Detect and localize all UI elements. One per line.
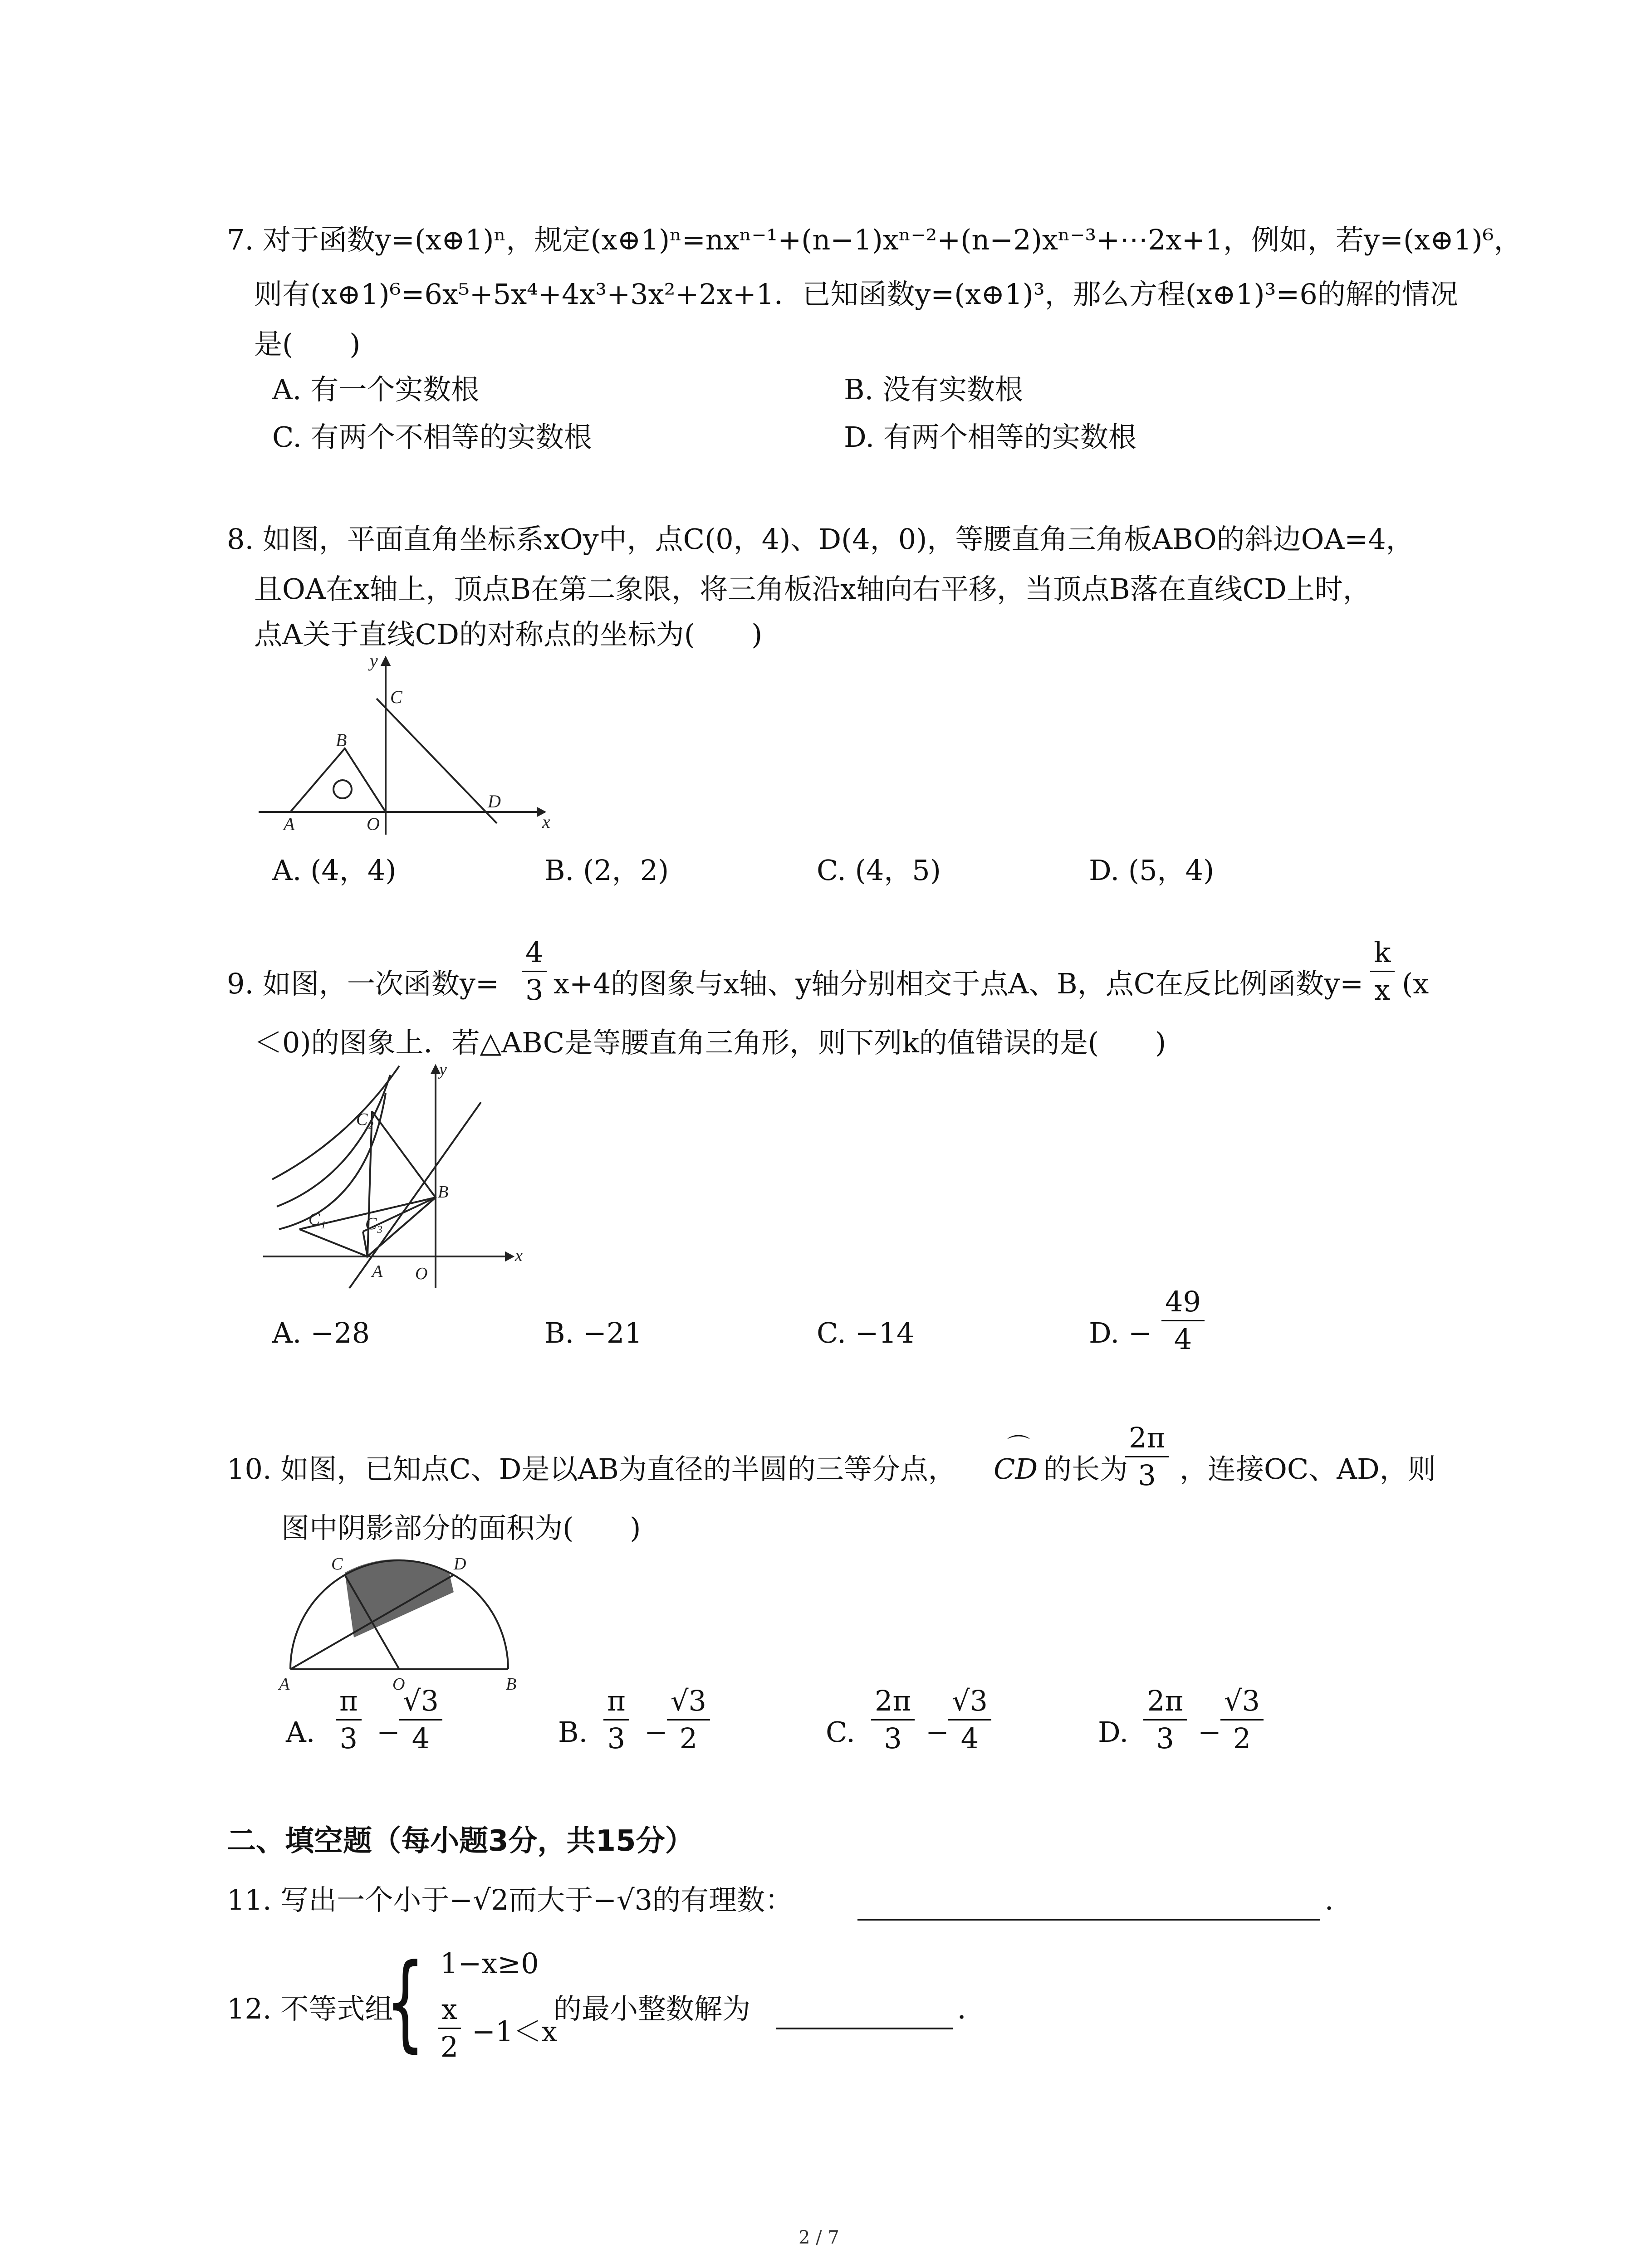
q9-fraction-slope xyxy=(522,934,547,1008)
q9-label-b: B xyxy=(438,1183,449,1202)
q10-option-b-frac1 xyxy=(603,1683,629,1757)
q10-option-d-frac1 xyxy=(1143,1683,1187,1757)
q9-line1c: (x xyxy=(1402,967,1429,1000)
q12-ineq2-den: 2 xyxy=(440,2030,459,2063)
q12-ineq2-fraction xyxy=(438,1991,461,2065)
q7-option-a: A. 有一个实数根 xyxy=(272,373,480,406)
q10-b-n2: √3 xyxy=(667,1683,710,1721)
q10-a-d1: 3 xyxy=(339,1722,358,1755)
q8-figure xyxy=(254,649,572,839)
q9-label-o: O xyxy=(415,1264,428,1283)
q8-line1: 8. 如图，平面直角坐标系xOy中，点C(0，4)、D(4，0)，等腰直角三角板ABO的斜边OA=4， xyxy=(227,523,1414,556)
q10-arc-cd: CD xyxy=(994,1452,1038,1486)
q10-option-b-minus: − xyxy=(644,1716,668,1749)
q7-line1: 7. 对于函数y=(x⊕1)ⁿ，规定(x⊕1)ⁿ=nxⁿ⁻¹+(n−1)xⁿ⁻²+(n−2)xⁿ⁻³+⋯2x+1，例如，若y=(x⊕1)⁶， xyxy=(227,223,1522,256)
q8-label-y: y xyxy=(370,650,378,671)
q7-option-b: B. 没有实数根 xyxy=(844,373,1023,406)
q10-a-d2: 4 xyxy=(411,1722,430,1755)
q7-line3: 是( ) xyxy=(254,327,361,361)
q10-label-a: A xyxy=(279,1675,290,1694)
q10-length-den: 3 xyxy=(1138,1459,1156,1492)
q10-c-d2: 4 xyxy=(960,1722,979,1755)
q9-label-a: A xyxy=(372,1262,383,1281)
q7-line2: 则有(x⊕1)⁶=6x⁵+5x⁴+4x³+3x²+2x+1．已知函数y=(x⊕1)³，那么方程(x⊕1)³=6的解的情况 xyxy=(254,278,1458,311)
q10-c-n2: √3 xyxy=(948,1683,991,1721)
q10-label-o: O xyxy=(392,1675,405,1694)
q12-ineq2-rest: −1＜x xyxy=(472,2015,558,2048)
page-number: 2 / 7 xyxy=(798,2227,839,2248)
q7-option-c: C. 有两个不相等的实数根 xyxy=(272,420,592,454)
q10-option-a-frac1 xyxy=(336,1683,362,1757)
q10-option-d-minus: − xyxy=(1198,1716,1221,1749)
q10-length-num: 2π xyxy=(1125,1420,1169,1457)
q10-option-c-prefix: C. xyxy=(826,1716,855,1749)
q10-b-n1: π xyxy=(603,1683,629,1721)
q10-option-a-frac2 xyxy=(399,1683,442,1757)
q10-line1c: ，连接OC、AD，则 xyxy=(1180,1452,1436,1486)
q10-line2: 图中阴影部分的面积为( ) xyxy=(281,1511,641,1545)
q8-option-a: A. (4，4) xyxy=(272,854,397,887)
q12-brace: { xyxy=(385,1942,426,2063)
q10-line1a: 10. 如图，已知点C、D是以AB为直径的半圆的三等分点， xyxy=(227,1452,956,1486)
q10-d-d2: 2 xyxy=(1233,1722,1251,1755)
q8-option-d: D. (5，4) xyxy=(1089,854,1215,887)
q12-answer-blank[interactable] xyxy=(776,1996,953,2029)
q10-c-d1: 3 xyxy=(884,1722,902,1755)
q11-end: ． xyxy=(1325,1883,1353,1916)
q10-option-c-frac2 xyxy=(948,1683,991,1757)
q10-d-n1: 2π xyxy=(1143,1683,1187,1721)
q10-length-fraction xyxy=(1125,1420,1169,1494)
q8-line2: 且OA在x轴上，顶点B在第二象限，将三角板沿x轴向右平移，当顶点B落在直线CD上时， xyxy=(254,572,1371,606)
q9-label-c3: C₃ xyxy=(365,1214,383,1233)
q10-arc-label xyxy=(994,1433,1038,1487)
q12-ineq2-num: x xyxy=(438,1991,461,2029)
q10-arc-mark: ⌒ xyxy=(1007,1433,1030,1460)
q8-line3: 点A关于直线CD的对称点的坐标为( ) xyxy=(254,618,763,651)
q9-label-y: y xyxy=(439,1060,447,1079)
q10-option-d-frac2 xyxy=(1220,1683,1264,1757)
q7-option-d: D. 有两个相等的实数根 xyxy=(844,420,1136,454)
q10-option-b-frac2 xyxy=(667,1683,710,1757)
q9-slope-den: 3 xyxy=(525,973,544,1007)
q9-slope-num: 4 xyxy=(522,934,547,972)
q10-b-d2: 2 xyxy=(679,1722,698,1755)
q8-label-b: B xyxy=(336,730,347,750)
q10-c-n1: 2π xyxy=(871,1683,915,1721)
q9-option-a: A. −28 xyxy=(272,1316,370,1349)
q9-option-d-prefix: D. − xyxy=(1089,1316,1152,1349)
q9-k-den: x xyxy=(1374,973,1391,1007)
q11-text: 11. 写出一个小于−√2而大于−√3的有理数： xyxy=(227,1883,794,1916)
q9-fraction-k xyxy=(1370,934,1395,1008)
q8-label-c: C xyxy=(390,687,402,707)
q9-option-d-num: 49 xyxy=(1161,1284,1205,1321)
q8-option-c: C. (4，5) xyxy=(817,854,941,887)
q10-label-d: D xyxy=(454,1554,466,1574)
q10-option-a-prefix: A. xyxy=(286,1716,315,1749)
q9-option-d-fraction xyxy=(1161,1284,1205,1358)
q10-d-n2: √3 xyxy=(1220,1683,1264,1721)
q8-label-o: O xyxy=(367,814,380,834)
q12-end: ． xyxy=(957,1992,986,2025)
q10-line1b: 的长为 xyxy=(1043,1452,1128,1486)
q10-d-d1: 3 xyxy=(1156,1722,1174,1755)
q9-line1a: 9. 如图，一次函数y= xyxy=(227,967,499,1000)
q9-line1b: x+4的图象与x轴、y轴分别相交于点A、B，点C在反比例函数y= xyxy=(554,967,1364,1000)
q10-option-d-prefix: D. xyxy=(1098,1716,1129,1749)
q10-option-a-minus: − xyxy=(377,1716,400,1749)
q10-option-c-frac1 xyxy=(871,1683,915,1757)
q8-label-x: x xyxy=(542,811,550,832)
q12-suffix: 的最小整数解为 xyxy=(554,1992,751,2025)
q8-label-a: A xyxy=(284,814,295,834)
q10-a-n1: π xyxy=(336,1683,362,1721)
q10-label-b: B xyxy=(506,1675,517,1694)
q8-option-b: B. (2，2) xyxy=(544,854,669,887)
q9-label-x: x xyxy=(515,1246,523,1265)
q9-option-b: B. −21 xyxy=(544,1316,642,1349)
q9-label-c2: C₂ xyxy=(356,1110,374,1129)
q12-ineq1: 1−x≥0 xyxy=(440,1947,539,1980)
q8-label-d: D xyxy=(488,791,501,811)
q9-option-c: C. −14 xyxy=(817,1316,915,1349)
q10-b-d1: 3 xyxy=(607,1722,626,1755)
q10-label-c: C xyxy=(331,1554,343,1574)
q9-line2: ＜0)的图象上．若△ABC是等腰直角三角形，则下列k的值错误的是( ) xyxy=(254,1026,1166,1059)
q11-answer-blank[interactable] xyxy=(857,1887,1320,1921)
q9-figure xyxy=(259,1057,540,1293)
q9-label-c1: C₁ xyxy=(309,1210,326,1229)
q10-a-n2: √3 xyxy=(399,1683,442,1721)
q10-figure xyxy=(277,1551,522,1696)
q10-option-b-prefix: B. xyxy=(558,1716,588,1749)
section-title-fill-in: 二、填空题（每小题3分，共15分） xyxy=(227,1824,694,1858)
q9-k-num: k xyxy=(1370,934,1395,972)
q9-option-d-den: 4 xyxy=(1174,1323,1192,1356)
q12-prefix: 12. 不等式组 xyxy=(227,1992,393,2025)
q10-option-c-minus: − xyxy=(926,1716,949,1749)
